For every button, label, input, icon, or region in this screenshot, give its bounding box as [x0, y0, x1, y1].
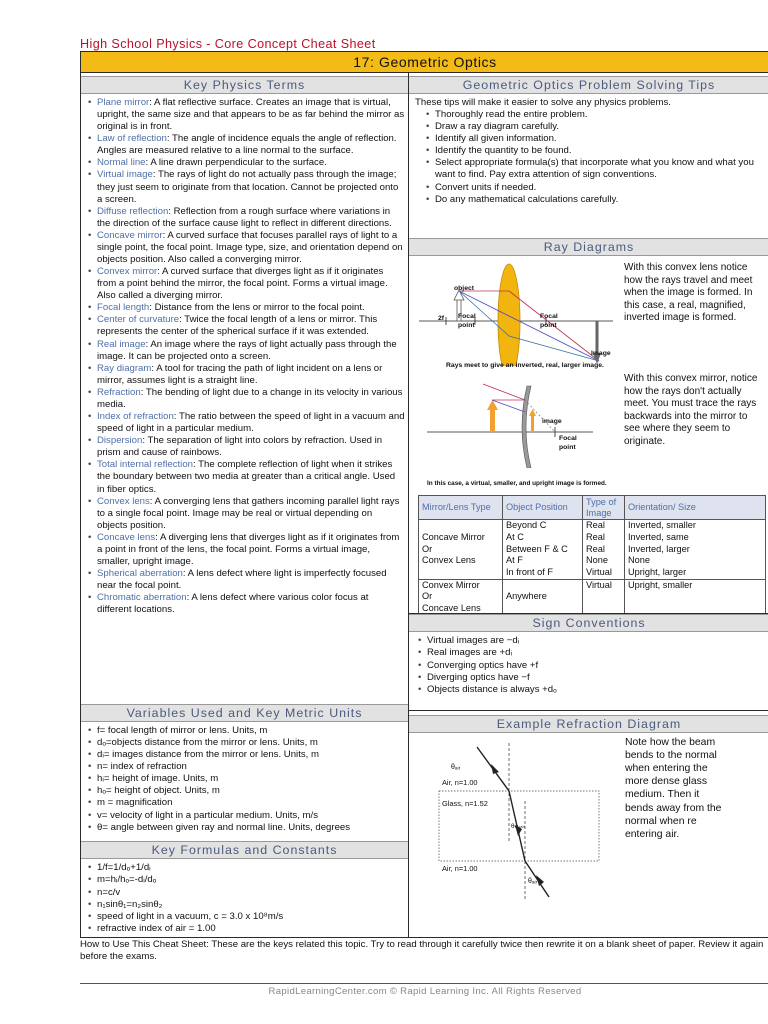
variable-item: • dᵢ= images distance from the mirror or lens. Units, m — [87, 749, 405, 761]
key-term-item — [87, 266, 405, 302]
formulas-list — [87, 862, 405, 936]
tip-item: • Identify the quantity to be found. — [425, 145, 765, 157]
lens-note: With this convex lens notice how the rays travel and meet when the image is formed. In this case, a real, magnified, inverted image is formed. — [624, 262, 753, 324]
key-term-definition: : The angle of incidence equals the angle of reflection. Angles are measured relative to a line normal to the surface. — [97, 133, 397, 157]
key-term-name: Spherical aberration — [97, 568, 183, 580]
glass-label: Glass, n=1.52 — [442, 799, 488, 808]
key-term-definition: : A curved surface that diverges light as if it originates from a point behind the mirror, the focal point. Forms a virtual image. Also called a diverging mirror. — [97, 266, 388, 302]
copyright-footer: RapidLearningCenter.com © Rapid Learning Inc. All Rights Reserved — [268, 986, 582, 997]
key-term-item — [87, 387, 405, 411]
table-cell-orientation: Inverted, larger — [625, 544, 766, 556]
convex-lens-diagram — [417, 260, 617, 366]
key-term-item — [87, 206, 405, 230]
key-term-name: Law of reflection — [97, 133, 167, 145]
cheat-sheet-frame — [80, 51, 768, 938]
key-term-definition: : The rays of light do not actually pass through the image; they just seem to originate from that location. Cannot be projected onto a screen. — [97, 169, 399, 205]
table-row — [419, 520, 766, 532]
table-cell-position: In front of F — [503, 567, 583, 579]
table-cell-type — [419, 579, 503, 615]
tips-section — [415, 97, 765, 206]
key-term-item — [87, 302, 405, 314]
formula-item: • n₁sinθ₁=n₂sinθ₂ — [87, 899, 405, 911]
air-top-label: Air, n=1.00 — [442, 778, 478, 787]
ray-diagrams-header: Ray Diagrams — [409, 238, 768, 256]
sign-convention-item: • Real images are +dᵢ — [417, 647, 765, 659]
table-type-line: Or — [422, 591, 433, 602]
key-term-item — [87, 568, 405, 592]
refraction-note: Note how the beam bends to the normal when entering the more dense glass medium. Then it bends away from the normal when re entering air. — [625, 737, 722, 840]
key-term-definition: : Distance from the lens or mirror to the focal point. — [149, 302, 365, 314]
mirror-note: With this convex mirror, notice how the rays don't actually meet. You must trace the rays backwards into the mirror to see where they seem to originate. — [624, 373, 758, 447]
key-term-definition: : Twice the focal length of a lens or mirror. This represents the center of the spherical surface if it was extended. — [97, 314, 378, 338]
key-term-item — [87, 459, 405, 495]
key-term-definition: : An image where the rays of light actually pass through the image. It can be projected onto a screen. — [97, 338, 397, 362]
mirror-ray-incident-2 — [492, 400, 525, 412]
formula-item: • m=hᵢ/hₒ=-dᵢ/dₒ — [87, 874, 405, 886]
key-term-name: Convex lens — [97, 495, 150, 507]
table-cell-image-type: Virtual — [583, 579, 625, 615]
table-cell-position: Beyond C — [503, 520, 583, 532]
variables-list — [87, 725, 405, 834]
theta-air-2-label: θₐᵢᵣ — [528, 878, 538, 885]
tips-intro: These tips will make it easier to solve any physics problems. — [415, 97, 671, 108]
key-term-definition: : The bending of light due to a change in its velocity in various media. — [97, 386, 403, 410]
sign-convention-item: • Diverging optics have −f — [417, 672, 765, 684]
key-term-name: Focal length — [97, 302, 150, 314]
convex-mirror-diagram — [425, 382, 595, 468]
key-term-item — [87, 339, 405, 363]
usage-instructions: How to Use This Cheat Sheet: These are the keys related this topic. Try to read through it carefully twice then rewrite it on a blank sheet of paper. Review it again before the exams. — [80, 939, 764, 963]
table-header-image-type: Type of Image — [583, 496, 625, 520]
table-cell-position: Anywhere — [503, 579, 583, 615]
key-term-name: Concave lens — [97, 531, 156, 543]
ray-diagram-table — [418, 495, 766, 616]
mirror-caption: In this case, a virtual, smaller, and upright image is formed. — [427, 480, 607, 487]
table-row — [419, 532, 766, 544]
table-cell-position: At F — [503, 555, 583, 567]
key-term-definition: : A converging lens that gathers incoming parallel light rays to a single focal point. Image may be real or virtual depending on objects position. — [97, 495, 400, 531]
key-term-definition: : A line drawn perpendicular to the surface. — [145, 157, 327, 169]
formula-item: • 1/f=1/dₒ+1/dᵢ — [87, 862, 405, 874]
key-term-name: Diffuse reflection — [97, 205, 169, 217]
table-header-type: Mirror/Lens Type — [419, 496, 503, 520]
variable-item: • v= velocity of light in a particular medium. Units, m/s — [87, 810, 405, 822]
variable-item: • f= focal length of mirror or lens. Units, m — [87, 725, 405, 737]
key-term-name: Virtual image — [97, 169, 153, 181]
key-term-name: Plane mirror — [97, 97, 150, 108]
mirror-image-label: image — [542, 418, 562, 425]
chapter-title: 17: Geometric Optics — [81, 52, 768, 73]
table-cell-image-type: Real — [583, 544, 625, 556]
key-term-name: Chromatic aberration — [97, 592, 187, 604]
formula-item: • n=c/v — [87, 887, 405, 899]
lens-focal-left-label: Focal point — [458, 313, 476, 329]
key-term-name: Concave mirror — [97, 229, 163, 241]
table-cell-type: Concave Mirror — [419, 532, 503, 544]
key-term-name: Ray diagram — [97, 362, 152, 374]
tip-item: • Thoroughly read the entire problem. — [425, 109, 765, 121]
table-cell-image-type: Real — [583, 520, 625, 532]
table-row — [419, 579, 766, 615]
table-cell-type: Convex Lens — [419, 555, 503, 567]
variables-section — [87, 725, 405, 834]
variable-item: • dₒ=objects distance from the mirror or lens. Units, m — [87, 737, 405, 749]
sign-conventions-section — [417, 635, 765, 696]
key-term-item — [87, 133, 405, 157]
mirror-object-arrow — [490, 409, 495, 432]
footer-rule — [80, 983, 768, 984]
key-term-name: Center of curvature — [97, 314, 180, 326]
tip-item: • Do any mathematical calculations carefully. — [425, 194, 765, 206]
key-term-name: Convex mirror — [97, 266, 158, 278]
key-term-definition: : A diverging lens that diverges light as if it originates from a point in front of the lens, the focal point. Forms a virtual image, smaller, upright image. — [97, 531, 400, 567]
tip-item: • Draw a ray diagram carefully. — [425, 121, 765, 133]
variable-item: • m = magnification — [87, 797, 405, 809]
key-terms-header: Key Physics Terms — [81, 76, 408, 94]
key-term-item — [87, 435, 405, 459]
key-term-item — [87, 314, 405, 338]
key-term-definition: : A tool for tracing the path of light incident on a lens or mirror, assumes light is a straight line. — [97, 362, 383, 386]
table-cell-type — [419, 520, 503, 532]
mirror-image-arrowhead — [529, 409, 536, 416]
table-header-orientation: Orientation/ Size — [625, 496, 766, 520]
mirror-ray-reflected — [483, 384, 525, 400]
convex-lens-shape — [498, 264, 520, 366]
variable-item: • θ= angle between given ray and normal line. Units, degrees — [87, 822, 405, 834]
mirror-image-arrow — [531, 415, 534, 432]
key-term-definition: : The complete reflection of light when it strikes the boundary between two media at greater than a critical angle. Used in fiber optics. — [97, 459, 396, 495]
sign-conventions-list — [417, 635, 765, 696]
key-terms-list — [87, 97, 405, 616]
ray-exit-parallel — [509, 336, 599, 361]
table-cell-image-type: None — [583, 555, 625, 567]
variable-item: • hᵢ= height of image. Units, m — [87, 773, 405, 785]
table-type-line: Convex Mirror — [422, 579, 480, 590]
key-term-definition: : A lens defect where light is imperfectly focused near the focal point. — [97, 568, 387, 592]
sign-conventions-header: Sign Conventions — [409, 614, 768, 632]
table-cell-type: Or — [419, 544, 503, 556]
key-term-item — [87, 230, 405, 266]
variables-header: Variables Used and Key Metric Units — [81, 704, 408, 722]
table-row — [419, 555, 766, 567]
formula-item: • speed of light in a vacuum, c = 3.0 x 10⁸m/s — [87, 911, 405, 923]
tips-header: Geometric Optics Problem Solving Tips — [409, 76, 768, 94]
key-term-name: Dispersion — [97, 435, 143, 447]
key-term-item — [87, 97, 405, 133]
lens-object-label: object — [454, 285, 475, 292]
key-term-definition: : The separation of light into colors by refraction. Used in prism and cause of rainbows. — [97, 435, 383, 459]
key-term-item — [87, 532, 405, 568]
table-cell-image-type: Virtual — [583, 567, 625, 579]
table-header-position: Object Position — [503, 496, 583, 520]
air-bottom-label: Air, n=1.00 — [442, 864, 478, 873]
lens-2f-label: 2f — [438, 315, 445, 322]
incident-arrowhead — [491, 764, 499, 774]
mirror-focal-label: Focal point — [559, 435, 577, 451]
key-term-item — [87, 363, 405, 387]
key-term-item — [87, 157, 405, 169]
sign-convention-item: • Objects distance is always +dₒ — [417, 684, 765, 696]
tip-item: • Convert units if needed. — [425, 182, 765, 194]
sign-convention-item: • Converging optics have +f — [417, 660, 765, 672]
tip-item: • Identify all given information. — [425, 133, 765, 145]
key-terms-section — [87, 97, 405, 616]
table-cell-position: Between F & C — [503, 544, 583, 556]
sign-convention-item: • Virtual images are −dᵢ — [417, 635, 765, 647]
table-type-line: Concave Lens — [422, 602, 481, 613]
refraction-diagram — [435, 741, 605, 901]
table-cell-orientation: None — [625, 555, 766, 567]
table-cell-image-type: Real — [583, 532, 625, 544]
lens-image-label: Image — [591, 350, 611, 357]
tip-item: • Select appropriate formula(s) that incorporate what you know and what you want to find. Pay extra attention of sign conventions. — [425, 157, 765, 181]
page-title: High School Physics - Core Concept Cheat Sheet — [80, 37, 376, 51]
ray-table-body — [419, 520, 766, 616]
key-term-name: Total internal reflection — [97, 459, 193, 471]
table-cell-position: At C — [503, 532, 583, 544]
table-cell-orientation: Inverted, same — [625, 532, 766, 544]
sign-bottom-rule — [409, 710, 768, 711]
table-row — [419, 567, 766, 579]
key-term-name: Index of refraction — [97, 411, 174, 423]
table-cell-orientation: Upright, larger — [625, 567, 766, 579]
key-term-definition: : A flat reflective surface. Creates an image that is virtual, upright, the same size and that appears to be as far behind the mirror as original is in front. — [97, 97, 405, 133]
key-term-definition: : A curved surface that focuses parallel rays of light to a single point, the focal point. Image type, size, and orientation depend on objects position. Also called a converging mirror. — [97, 229, 403, 266]
lens-focal-right-label: Focal point — [540, 313, 558, 329]
key-term-name: Real image — [97, 338, 146, 350]
key-term-name: Refraction — [97, 386, 141, 398]
formula-item: • refractive index of air = 1.00 — [87, 923, 405, 935]
key-term-name: Normal line — [97, 157, 146, 169]
table-row — [419, 544, 766, 556]
theta-air-1-label: θₐᵢᵣ — [451, 764, 461, 771]
convex-mirror-shape — [522, 386, 531, 468]
key-term-definition: : Reflection from a rough surface where variations in the direction of the surface cause light to reflect in different directions. — [97, 205, 392, 229]
variable-item: • hₒ= height of object. Units, m — [87, 785, 405, 797]
lens-caption: Rays meet to give an inverted, real, larger image. — [446, 362, 604, 369]
key-term-item — [87, 592, 405, 616]
formulas-section — [87, 862, 405, 936]
key-term-item — [87, 169, 405, 205]
variable-item: • n= index of refraction — [87, 761, 405, 773]
table-cell-orientation: Inverted, smaller — [625, 520, 766, 532]
key-term-definition: : A lens defect where various color focus at different locations. — [97, 592, 369, 616]
column-divider — [408, 73, 409, 938]
formulas-header: Key Formulas and Constants — [81, 841, 408, 859]
key-term-definition: : The ratio between the speed of light in a vacuum and speed of light in a particular medium. — [97, 411, 405, 435]
tips-list — [425, 109, 765, 206]
refraction-header: Example Refraction Diagram — [409, 715, 768, 733]
table-cell-type — [419, 567, 503, 579]
theta-glass-label: θₕₗₐₛₛ — [511, 823, 526, 830]
key-term-item — [87, 411, 405, 435]
key-term-item — [87, 496, 405, 532]
table-cell-orientation: Upright, smaller — [625, 579, 766, 615]
